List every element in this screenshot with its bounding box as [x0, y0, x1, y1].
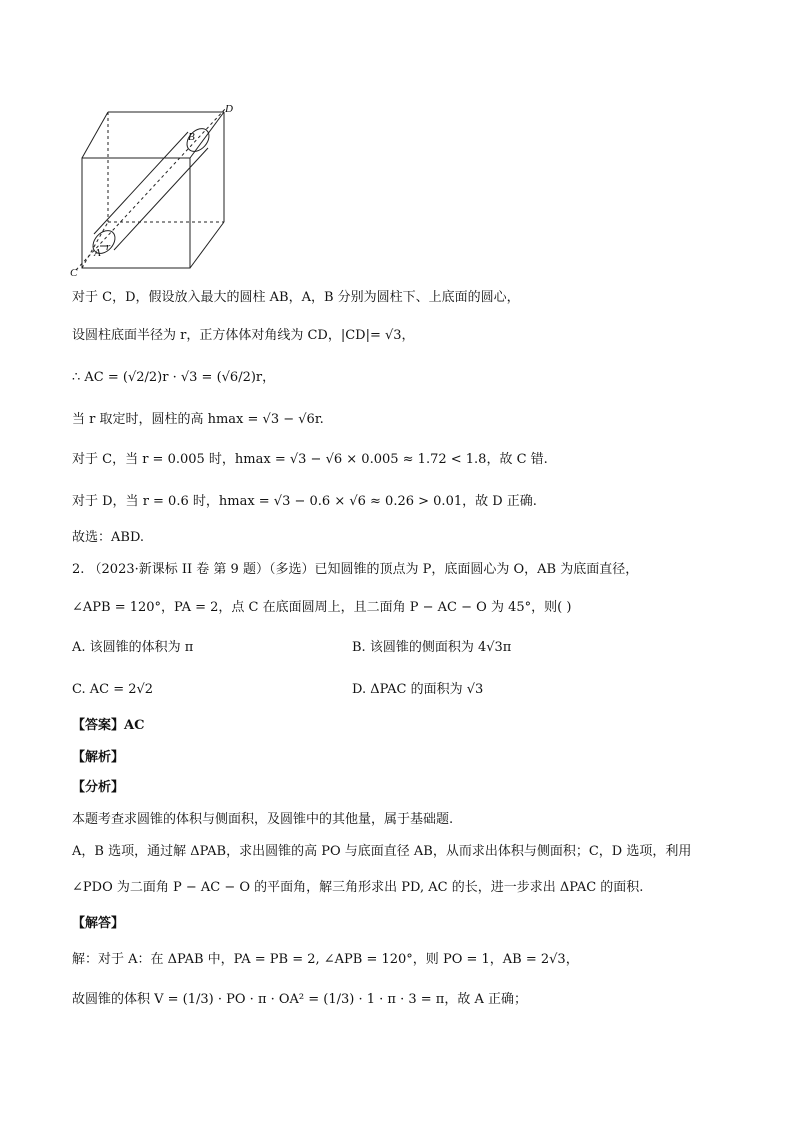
jieda-line: 故圆锥的体积 V = (1/3) · PO · π · OA² = (1/3) · 1 · π · 3 = π，故 A 正确；: [72, 992, 527, 1007]
text-line: 对于 C，当 r = 0.005 时，hmax = √3 − √6 × 0.005 ≈ 1.72 < 1.8，故 C 错.: [72, 452, 548, 467]
text-line: 对于 C，D，假设放入最大的圆柱 AB，A，B 分别为圆柱下、上底面的圆心，: [72, 290, 520, 305]
fenxi-heading: 【分析】: [72, 780, 125, 795]
option-a: A. 该圆锥的体积为 π: [72, 640, 194, 655]
fenxi-line: A，B 选项，通过解 ΔPAB，求出圆锥的高 PO 与底面直径 AB，从而求出体积与侧面积；C，D 选项，利用: [72, 844, 692, 859]
jieda-line: 解：对于 A：在 ΔPAB 中，PA = PB = 2, ∠APB = 120°，则 PO = 1，AB = 2√3，: [72, 952, 579, 967]
text-line: 当 r 取定时，圆柱的高 hmax = √3 − √6r.: [72, 412, 324, 427]
option-c: C. AC = 2√2: [72, 682, 154, 697]
question-stem: 2. （2023·新课标 II 卷 第 9 题）（多选）已知圆锥的顶点为 P，底面圆心为 O，AB 为底面直径，: [72, 562, 639, 577]
cube-cylinder-figure: [68, 98, 238, 278]
jieda-heading: 【解答】: [72, 916, 125, 931]
label-C: C: [70, 267, 78, 278]
fenxi-line: ∠PDO 为二面角 P − AC − O 的平面角，解三角形求出 PD, AC 的长，进一步求出 ΔPAC 的面积.: [72, 880, 644, 895]
option-b: B. 该圆锥的侧面积为 4√3π: [352, 640, 512, 655]
text-line: 故选：ABD.: [72, 530, 145, 545]
question-stem: ∠APB = 120°，PA = 2，点 C 在底面圆周上，且二面角 P − AC − O 为 45°，则( ): [72, 600, 572, 615]
text-line: 对于 D，当 r = 0.6 时，hmax = √3 − 0.6 × √6 ≈ 0.26 > 0.01，故 D 正确.: [72, 494, 537, 509]
label-B: B: [188, 131, 195, 143]
text-line: 设圆柱底面半径为 r，正方体体对角线为 CD，|CD|= √3，: [72, 328, 415, 343]
label-r: r: [106, 241, 111, 253]
label-D: D: [225, 103, 233, 115]
fenxi-line: 本题考查求圆锥的体积与侧面积，及圆锥中的其他量，属于基础题.: [72, 812, 454, 827]
label-A: A: [94, 247, 101, 259]
text-line: ∴ AC = (√2/2)r · √3 = (√6/2)r，: [72, 370, 276, 385]
analysis-heading: 【解析】: [72, 750, 125, 765]
option-d: D. ΔPAC 的面积为 √3: [352, 682, 484, 697]
answer-line: 【答案】AC: [72, 718, 145, 733]
